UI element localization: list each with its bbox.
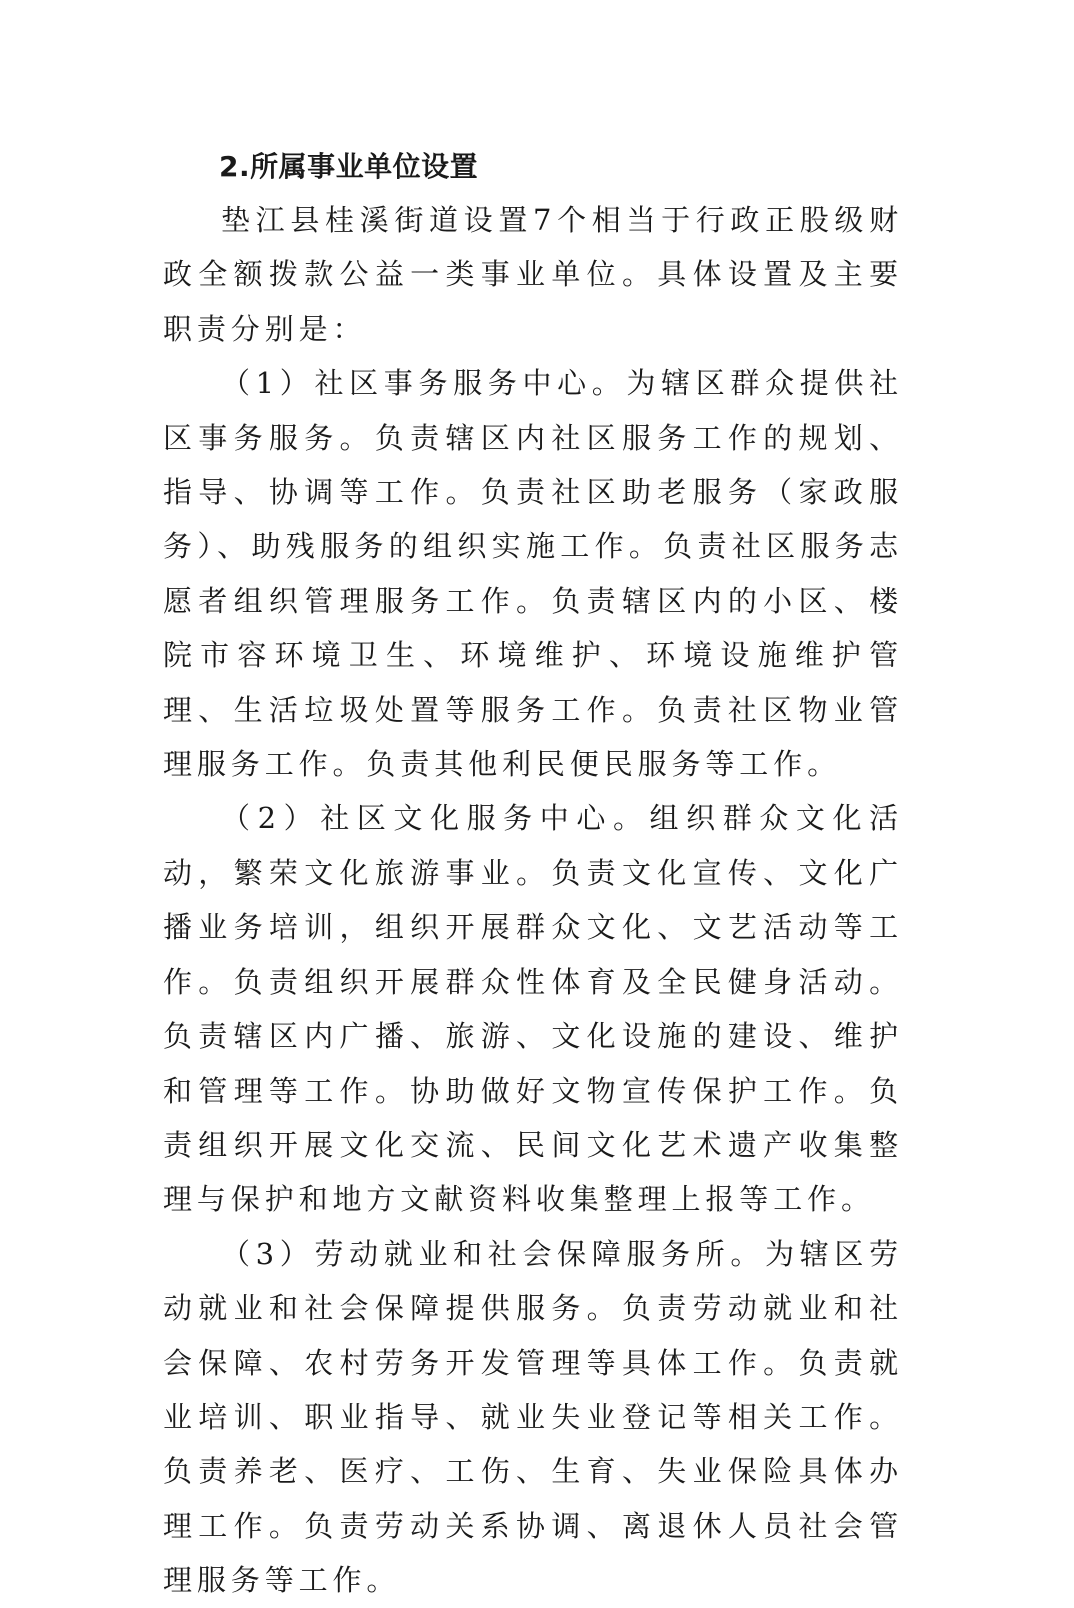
paragraph-intro: 垫江县桂溪街道设置7个相当于行政正股级财政全额拨款公益一类事业单位。具体设置及主要职责分别是：	[163, 203, 903, 346]
paragraph-labor-employment-office: （3）劳动就业和社会保障服务所。为辖区劳动就业和社会保障提供服务。负责劳动就业和社会保障、农村劳务开发管理等具体工作。负责就业培训、职业指导、就业失业登记等相关工作。负责养老、医疗、工伤、生育、失业保险具体办理工作。负责劳动关系协调、离退休人员社会管理服务等工作。	[163, 1236, 903, 1598]
paragraph-community-culture-center: （2）社区文化服务中心。组织群众文化活动，繁荣文化旅游事业。负责文化宣传、文化广播业务培训，组织开展群众文化、文艺活动等工作。负责组织开展群众性体育及全民健身活动。负责辖区内广播、旅游、文化设施的建设、维护和管理等工作。协助做好文物宣传保护工作。负责组织开展文化交流、民间文化艺术遗产收集整理与保护和地方文献资料收集整理上报等工作。	[163, 801, 903, 1217]
paragraph-community-affairs-center: （1）社区事务服务中心。为辖区群众提供社区事务服务。负责辖区内社区服务工作的规划、指导、协调等工作。负责社区助老服务（家政服务）、助残服务的组织实施工作。负责社区服务志愿者组织管理服务工作。负责辖区内的小区、楼院市容环境卫生、环境维护、环境设施维护管理、生活垃圾处置等服务工作。负责社区物业管理服务工作。负责其他利民便民服务等工作。	[163, 366, 903, 782]
section-heading: 2.所属事业单位设置	[219, 150, 479, 183]
document-body	[163, 140, 903, 1608]
